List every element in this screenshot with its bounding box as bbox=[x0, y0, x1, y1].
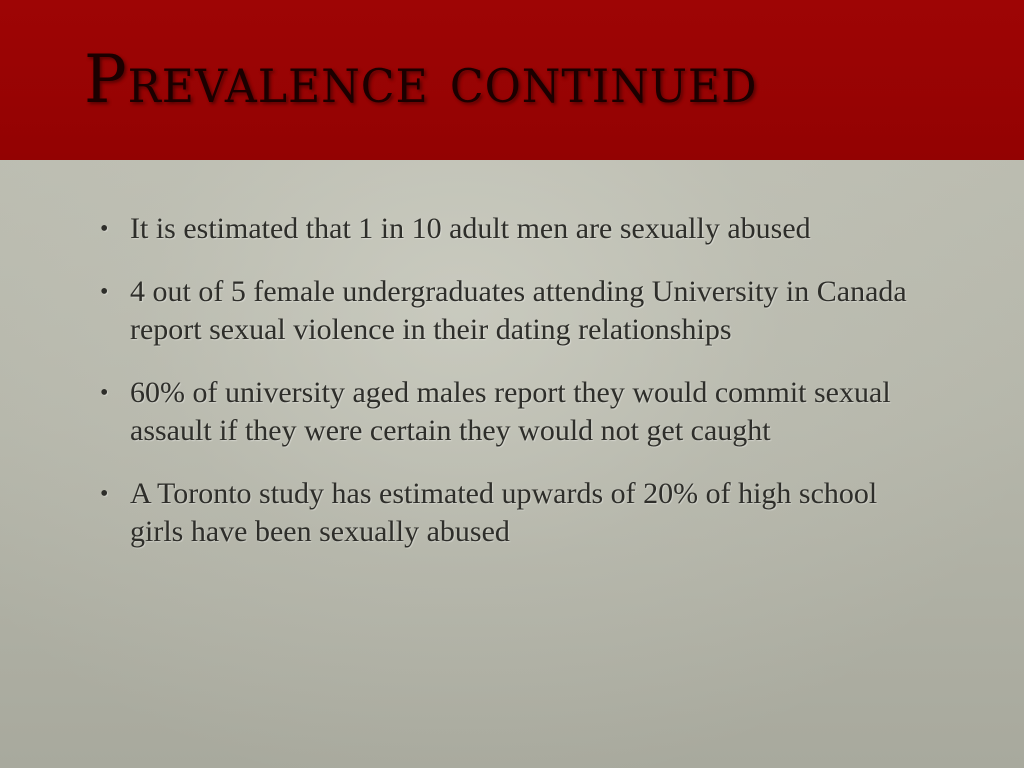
bullet-list bbox=[100, 210, 920, 576]
bullet-icon: • bbox=[100, 216, 109, 242]
bullet-text: 60% of university aged males report they would commit sexual assault if they were certain they would not get caught bbox=[130, 376, 891, 447]
bullet-text: A Toronto study has estimated upwards of 20% of high school girls have been sexually abused bbox=[130, 477, 878, 548]
bullet-item bbox=[100, 210, 920, 248]
bullet-item bbox=[100, 374, 920, 450]
title-bar bbox=[0, 0, 1024, 160]
bullet-text: It is estimated that 1 in 10 adult men are sexually abused bbox=[130, 212, 811, 245]
bullet-icon: • bbox=[100, 380, 109, 406]
bullet-item bbox=[100, 475, 920, 551]
bullet-icon: • bbox=[100, 279, 109, 305]
bullet-item bbox=[100, 273, 920, 349]
bullet-icon: • bbox=[100, 481, 109, 507]
slide-title: Prevalence continued bbox=[84, 41, 758, 118]
bullet-text: 4 out of 5 female undergraduates attending University in Canada report sexual violence in their dating relationships bbox=[130, 275, 907, 346]
